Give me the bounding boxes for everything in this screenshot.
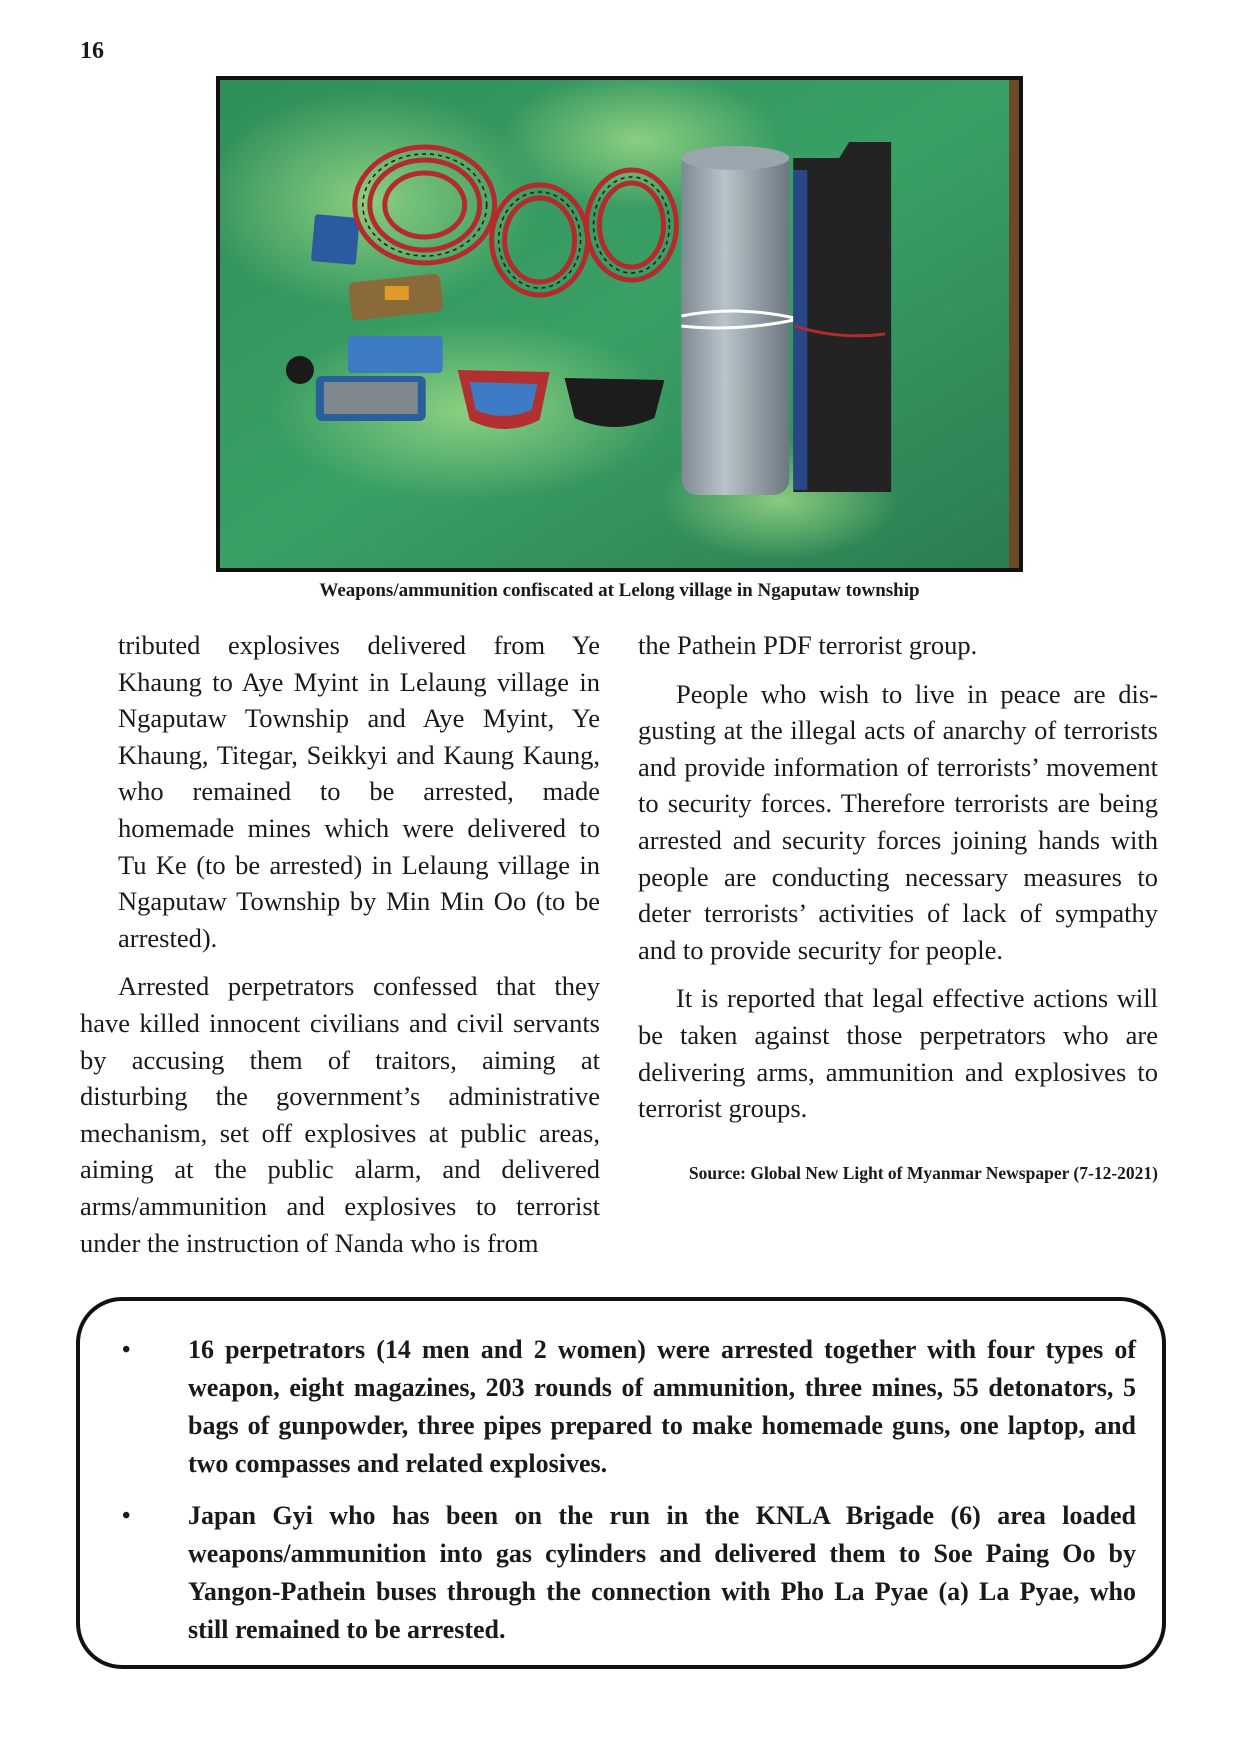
page-number: 16 (80, 38, 104, 64)
summary-box (76, 1297, 1166, 1669)
summary-list (110, 1331, 1136, 1649)
right-paragraph-2: People who wish to live in peace are disgusting at the illegal acts of anarchy of terrorists and provide information of terrorists’ movement to security forces. Therefore terrorists are being arrested and security forces joining hands with people are conducting necessary measures to deter terrorists’ activities of lack of sympathy and to provide security for people. (638, 678, 1158, 965)
left-column (80, 627, 600, 1273)
confiscated-weapons-photo (216, 76, 1023, 572)
summary-item (110, 1331, 1136, 1483)
right-column (638, 627, 1158, 1191)
right-paragraph-3: It is reported that legal effective actions will be taken against those perpetrators who are delivering arms, ammunition and explosives to terrorist groups. (638, 983, 1158, 1124)
photo-caption: Weapons/ammunition confiscated at Lelong village in Ngaputaw township (319, 580, 920, 601)
left-paragraph-2: Arrested perpetrators confessed that they have killed innocent civilians and civil servants by accusing them of traitors, aiming at disturbing the government’s administrative mechanism, set off explosives at public areas, aiming at the public alarm, and delivered arms/ammunition and explosives to terrorist under the instruction of Nanda who is from (80, 971, 600, 1258)
bullet-icon: • (122, 1503, 131, 1529)
right-paragraph-1: the Pathein PDF terrorist group. (638, 630, 978, 660)
summary-item (110, 1497, 1136, 1649)
bullet-icon: • (122, 1337, 131, 1363)
summary-item-text: 16 perpetrators (14 men and 2 women) were arrested together with four types of weapon, eight magazines, 203 rounds of ammunition, three mines, 55 detonators, 5 bags of gunpowder, three pipes prepared to make homemade guns, one laptop, and two compasses and related explosives. (188, 1335, 1136, 1478)
summary-item-text: Japan Gyi who has been on the run in the KNLA Brigade (6) area loaded weapons/ammunition into gas cylinders and delivered them to Soe Paing Oo by Yangon-Pathein buses through the connection with Pho La Pyae (a) La Pyae, who still remained to be arrested. (188, 1501, 1136, 1644)
left-paragraph-1: tributed explosives delivered from Ye Khaung to Aye Myint in Lelaung village in Ngaputaw Township and Aye Myint, Ye Khaung, Titegar, Seikkyi and Kaung Kaung, who remained to be arrested, made homemade mines which were delivered to Tu Ke (to be arrested) in Lelaung village in Ngaputaw Township by Min Min Oo (to be arrested). (118, 630, 600, 953)
source-citation: Source: Global New Light of Myanmar Newspaper (7-12-2021) (688, 1162, 1158, 1183)
